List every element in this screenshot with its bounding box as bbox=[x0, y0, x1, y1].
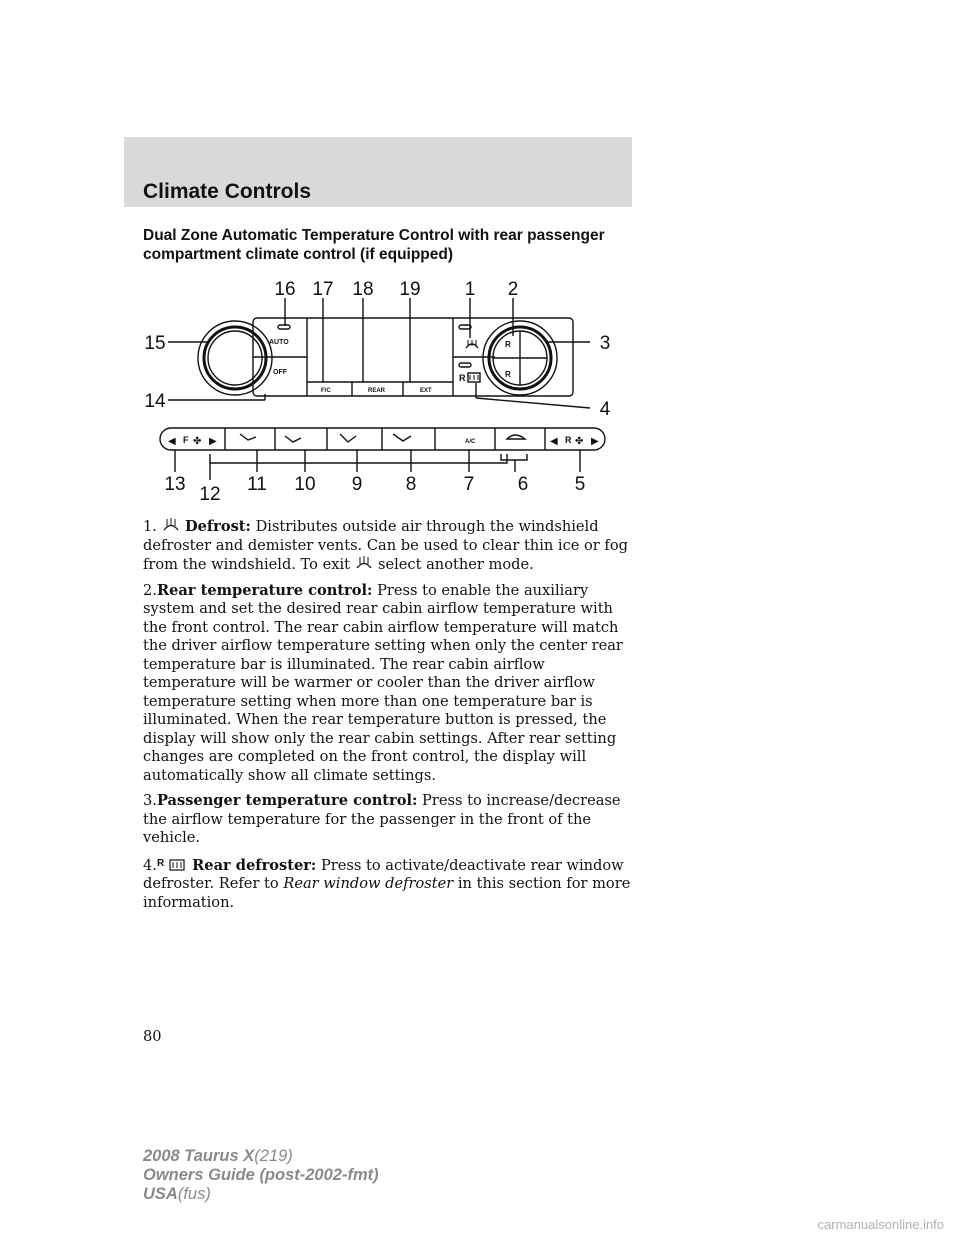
list-item: 1. Defrost: Distributes outside air through the windshield defroster and demister vents. Can be used to clear thin ice or fog from the windshield. To exit select another mode. bbox=[143, 518, 628, 573]
callout-6: 6 bbox=[517, 474, 529, 495]
callout-15: 15 bbox=[144, 333, 166, 354]
list-item: 2.Rear temperature control: Press to enable the auxiliary system and set the desired rear cabin airflow temperature with the front control. The rear cabin airflow temperature will match the driver airflow temperature setting when only the center rear temperature bar is illuminated. The rear cabin airflow temperature will be warmer or cooler than the driver airflow temperature setting when more than one temperature bar is illuminated. When the rear temperature button is pressed, the display will show only the rear cabin settings. After rear setting changes are completed on the front control, the display will automatically show all climate settings. bbox=[143, 581, 623, 784]
callout-14: 14 bbox=[144, 391, 166, 412]
watermark: carmanualsonline.info bbox=[817, 1217, 944, 1232]
rear-label: REAR bbox=[368, 388, 386, 394]
subheading: Dual Zone Automatic Temperature Control with rear passenger compartment climate control (if equipped) bbox=[143, 227, 605, 263]
front-fan-label: F bbox=[183, 435, 189, 445]
callout-13: 13 bbox=[164, 474, 186, 495]
fc-label: F/C bbox=[321, 388, 331, 394]
rear-knob-bottom-label: R bbox=[505, 370, 511, 379]
front-fan-icon: ✤ bbox=[193, 436, 202, 447]
rear-defrost-icon-letter: R bbox=[156, 857, 165, 869]
callout-8: 8 bbox=[405, 474, 417, 495]
callout-18: 18 bbox=[352, 279, 374, 300]
callout-11: 11 bbox=[247, 474, 267, 495]
rear-defrost-r-label: R bbox=[459, 373, 466, 383]
rear-fan-label: R bbox=[565, 435, 572, 445]
section-title: Climate Controls bbox=[143, 180, 312, 203]
callout-1: 1 bbox=[464, 279, 476, 300]
callout-7: 7 bbox=[463, 474, 475, 495]
defrost-icon bbox=[161, 517, 181, 533]
callout-16: 16 bbox=[274, 279, 296, 300]
rear-fan-up-arrow-icon: ▶ bbox=[591, 436, 599, 447]
callout-12: 12 bbox=[199, 484, 221, 505]
rear-fan-down-arrow-icon: ◀ bbox=[550, 436, 558, 447]
off-label: OFF bbox=[273, 369, 287, 376]
callout-9: 9 bbox=[351, 474, 363, 495]
front-fan-up-arrow-icon: ▶ bbox=[209, 436, 217, 447]
list-item: 3.Passenger temperature control: Press to increase/decrease the airflow temperature for the passenger in the front of the vehicle. bbox=[143, 792, 621, 846]
callout-5: 5 bbox=[574, 474, 586, 495]
callout-17: 17 bbox=[312, 279, 334, 300]
ext-label: EXT bbox=[420, 388, 432, 394]
rear-defroster-icon bbox=[168, 856, 188, 872]
front-fan-down-arrow-icon: ◀ bbox=[168, 436, 176, 447]
item-list bbox=[143, 517, 641, 919]
callout-2: 2 bbox=[507, 279, 519, 300]
ac-label: A/C bbox=[465, 439, 476, 445]
auto-label: AUTO bbox=[269, 339, 289, 346]
rear-fan-icon: ✤ bbox=[575, 436, 584, 447]
callout-10: 10 bbox=[294, 474, 316, 495]
rear-knob-top-label: R bbox=[505, 340, 511, 349]
footer: 2008 Taurus X(219) Owners Guide (post-2002-fmt) USA(fus) bbox=[143, 1147, 379, 1203]
defrost-icon bbox=[354, 555, 374, 571]
list-item: 4.$^R$ Rear defroster: Press to activate/deactivate rear window defroster. Refer to Rear window defroster in this section for more information. bbox=[143, 856, 631, 911]
callout-3: 3 bbox=[599, 333, 611, 354]
climate-control-diagram bbox=[135, 268, 635, 508]
callout-4: 4 bbox=[599, 399, 611, 420]
callout-19: 19 bbox=[399, 279, 421, 300]
page-number: 80 bbox=[143, 1028, 162, 1045]
